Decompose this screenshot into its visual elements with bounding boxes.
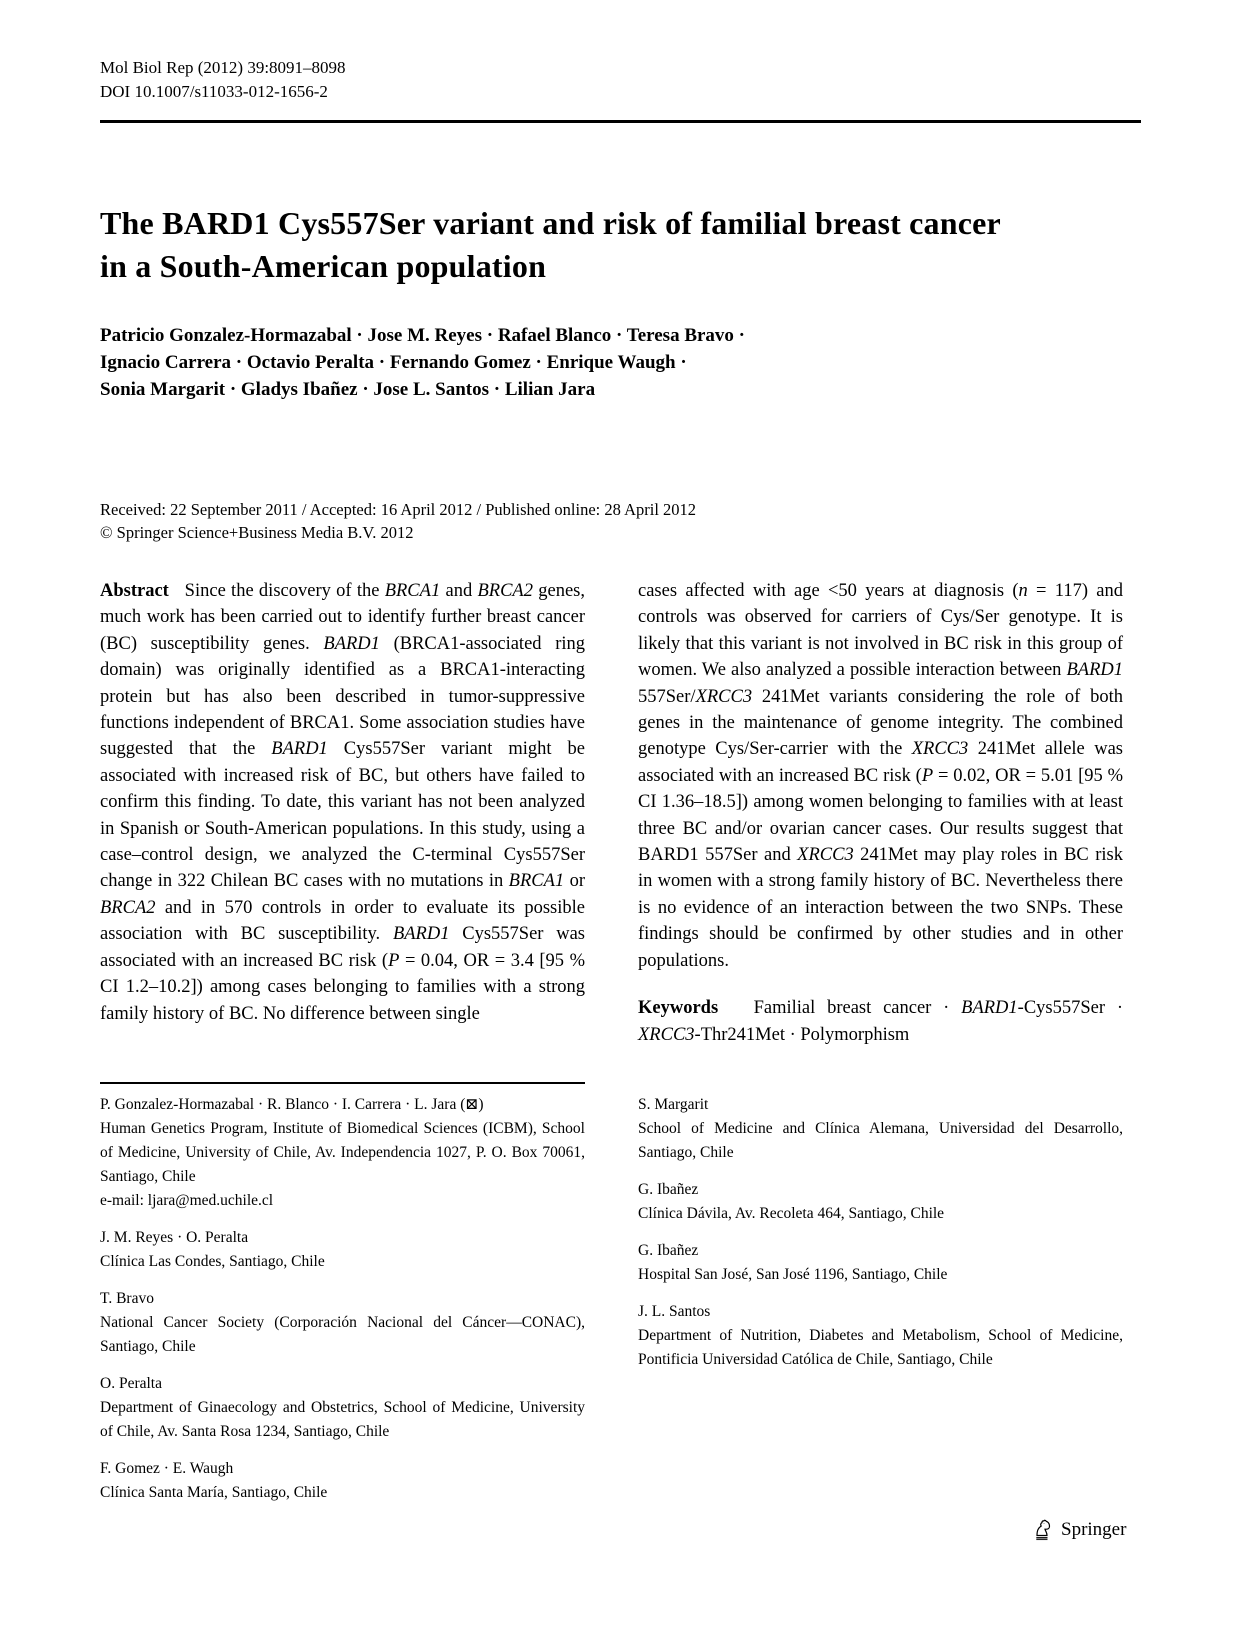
title-line-1: The BARD1 Cys557Ser variant and risk of familial breast cancer [100, 205, 1001, 241]
abstract-column-right [638, 578, 1123, 1048]
affiliation-names: T. Bravo [100, 1289, 154, 1307]
article-title [100, 202, 1123, 288]
affiliation-names: G. Ibañez [638, 1242, 699, 1259]
header-rule [100, 120, 1141, 123]
affiliation-block [100, 1093, 585, 1213]
affiliation-names: J. L. Santos [638, 1303, 711, 1320]
affiliation-block [100, 1287, 585, 1359]
abstract-section [100, 578, 1123, 1048]
doi-line: DOI 10.1007/s11033-012-1656-2 [100, 82, 328, 101]
affiliation-address: National Cancer Society (Corporación Nacional del Cáncer—CONAC), Santiago, Chile [100, 1313, 585, 1355]
affiliations-column-right [638, 1082, 1123, 1518]
publisher-logo [1028, 1516, 1126, 1544]
affiliations-column-left [100, 1082, 585, 1518]
abstract-text-right: cases affected with age <50 years at diagnosis (n = 117) and controls was observed for carriers of Cys/Ser genotype. It is likely that this variant is not involved in BC risk in this group of women. We also analyzed a possible interaction between BARD1 557Ser/XRCC3 241Met variants considering the role of both genes in the maintenance of genome integrity. The combined genotype Cys/Ser-carrier with the XRCC3 241Met allele was associated with an increased BC risk (P = 0.02, OR = 5.01 [95 % CI 1.36–18.5]) among women belonging to families with at least three BC and/or ovarian cancer cases. Our results suggest that BARD1 557Ser and XRCC3 241Met may play roles in BC risk in women with a strong family history of BC. Nevertheless there is no evidence of an interaction between the two SNPs. These findings should be confirmed by other studies and in other populations. [638, 581, 1124, 971]
affiliation-address: Department of Nutrition, Diabetes and Metabolism, School of Medicine, Pontificia Universidad Católica de Chile, Santiago, Chile [638, 1327, 1123, 1368]
abstract-column-left [100, 578, 585, 1048]
publisher-name: Springer [1061, 1519, 1127, 1540]
affiliation-names: P. Gonzalez-Hormazabal · R. Blanco · I. Carrera · L. Jara (⊠) [100, 1095, 484, 1113]
affiliation-address: Clínica Dávila, Av. Recoleta 464, Santiago, Chile [638, 1205, 945, 1222]
affiliation-block [100, 1372, 585, 1444]
copyright-line: © Springer Science+Business Media B.V. 2012 [100, 523, 414, 542]
authors-line-3: Sonia Margarit · Gladys Ibañez · Jose L. Santos · Lilian Jara [100, 379, 596, 400]
title-line-2: in a South-American population [100, 248, 547, 284]
authors-line-2: Ignacio Carrera · Octavio Peralta · Fernando Gomez · Enrique Waugh · [100, 352, 687, 373]
affiliation-names: S. Margarit [638, 1096, 709, 1113]
affiliation-block [638, 1093, 1123, 1165]
affiliation-block [638, 1239, 1123, 1287]
affiliation-address: School of Medicine and Clínica Alemana, Universidad del Desarrollo, Santiago, Chile [638, 1120, 1123, 1161]
publication-history [100, 498, 1123, 544]
affiliation-address: Clínica Las Condes, Santiago, Chile [100, 1252, 325, 1270]
affiliation-block [100, 1457, 585, 1505]
journal-citation: Mol Biol Rep (2012) 39:8091–8098 [100, 58, 346, 77]
affiliation-names: O. Peralta [100, 1374, 162, 1392]
received-accepted-line: Received: 22 September 2011 / Accepted: 16 April 2012 / Published online: 28 April 2012 [100, 500, 697, 519]
affiliation-block [100, 1226, 585, 1274]
footnote-rule [100, 1082, 585, 1084]
author-list [100, 322, 1123, 403]
springer-horse-icon [1028, 1516, 1056, 1544]
authors-line-1: Patricio Gonzalez-Hormazabal · Jose M. Reyes · Rafael Blanco · Teresa Bravo · [100, 325, 746, 346]
abstract-text-left: Abstract Since the discovery of the BRCA1 and BRCA2 genes, much work has been carried out to identify further breast cancer (BC) susceptibility genes. BARD1 (BRCA1-associated ring domain) was originally identified as a BRCA1-interacting protein but has also been described in tumor-suppressive functions independent of BRCA1. Some association studies have suggested that the BARD1 Cys557Ser variant might be associated with increased risk of BC, but others have failed to confirm this finding. To date, this variant has not been analyzed in Spanish or South-American populations. In this study, using a case–control design, we analyzed the C-terminal Cys557Ser change in 322 Chilean BC cases with no mutations in BRCA1 or BRCA2 and in 570 controls in order to evaluate its possible association with BC susceptibility. BARD1 Cys557Ser was associated with an increased BC risk (P = 0.04, OR = 3.4 [95 % CI 1.2–10.2]) among cases belonging to families with a strong family history of BC. No difference between single [100, 581, 585, 1024]
affiliation-names: F. Gomez · E. Waugh [100, 1459, 234, 1477]
affiliation-address: Department of Ginaecology and Obstetrics, School of Medicine, University of Chile, Av. Santa Rosa 1234, Santiago, Chile [100, 1398, 585, 1440]
affiliation-address: Hospital San José, San José 1196, Santiago, Chile [638, 1266, 948, 1283]
keywords: Keywords Familial breast cancer · BARD1-Cys557Ser · XRCC3-Thr241Met · Polymorphism [638, 998, 1123, 1045]
affiliation-block [638, 1178, 1123, 1226]
page-header [100, 56, 346, 104]
affiliation-address: Human Genetics Program, Institute of Biomedical Sciences (ICBM), School of Medicine, University of Chile, Av. Independencia 1027, P. O. Box 70061, Santiago, Chile [100, 1119, 585, 1185]
affiliation-names: J. M. Reyes · O. Peralta [100, 1228, 249, 1246]
affiliation-block [638, 1300, 1123, 1372]
affiliation-address: Clínica Santa María, Santiago, Chile [100, 1483, 328, 1501]
affiliation-email: e-mail: ljara@med.uchile.cl [100, 1191, 274, 1209]
affiliations-footnote [100, 1082, 1123, 1518]
affiliation-names: G. Ibañez [638, 1181, 699, 1198]
